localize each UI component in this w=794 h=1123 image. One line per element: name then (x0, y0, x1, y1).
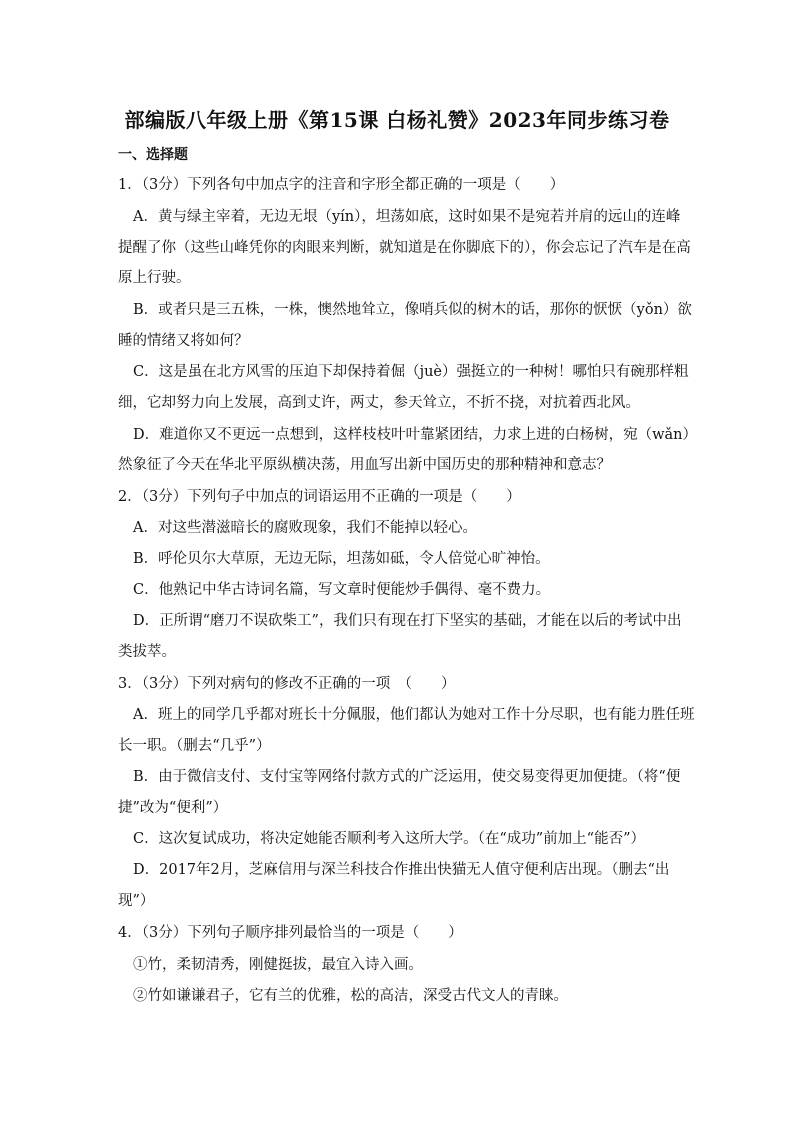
question-1-option-a: A．黄与绿主宰着，无边无垠（yín），坦荡如底，这时如果不是宛若并肩的远山的连峰 (133, 209, 681, 225)
section-heading: 一、选择题 (118, 147, 188, 163)
question-2-option-c: C．他熟记中华古诗词名篇，写文章时便能炒手偶得、毫不费力。 (133, 582, 551, 598)
question-1-option-d: D．难道你又不更远一点想到，这样枝枝叶叶靠紧团结，力求上进的白杨树，宛（wǎn） (133, 427, 698, 443)
question-1-option-b: B．或者只是三五株，一株，懊然地耸立，像哨兵似的树木的话，那你的恹恹（yǒn）欲 (133, 302, 692, 318)
question-2-option-a: A．对这些潜滋暗长的腐败现象，我们不能掉以轻心。 (133, 520, 477, 536)
question-3-option-d-cont: 现”） (118, 893, 155, 909)
question-4-stem: 4．（3分）下列句子顺序排列最恰当的一项是（ ） (118, 925, 463, 941)
question-3-option-b-cont: 捷”改为“便利”） (118, 800, 228, 816)
question-2-option-d: D．正所谓“磨刀不误砍柴工”，我们只有现在打下坚实的基础，才能在以后的考试中出 (133, 613, 682, 629)
question-3-option-d: D．2017年2月，芝麻信用与深兰科技合作推出快猫无人值守便利店出现。（删去“出 (133, 862, 670, 878)
question-1-option-a-cont: 原上行驶。 (118, 270, 191, 286)
question-1-option-c: C．这是虽在北方风雪的压迫下却保持着倔（juè）强挺立的一种树！哪怕只有碗那样粗 (133, 364, 689, 380)
question-3-option-a: A．班上的同学几乎都对班长十分佩服，他们都认为她对工作十分尽职，也有能力胜任班 (133, 707, 695, 723)
question-4-sentence-2: ②竹如谦谦君子，它有兰的优雅，松的高洁，深受古代文人的青睐。 (133, 988, 568, 1004)
question-3-option-c: C．这次复试成功，将决定她能否顺利考入这所大学。（在“成功”前加上“能否”） (133, 831, 645, 847)
question-3-option-a-cont: 长一职。（删去“几乎”） (118, 738, 271, 754)
question-2-stem: 2．（3分）下列句子中加点的词语运用不正确的一项是（ ） (118, 489, 521, 505)
question-1-stem: 1．（3分）下列各句中加点字的注音和字形全都正确的一项是（ ） (118, 177, 565, 193)
document-title: 部编版八年级上册《第15课 白杨礼赞》2023年同步练习卷 (124, 108, 670, 132)
question-2-option-b: B．呼伦贝尔大草原，无边无际，坦荡如砥，令人倍觉心旷神怡。 (133, 551, 550, 567)
question-4-sentence-1: ①竹，柔韧清秀，刚健挺拔，最宜入诗入画。 (133, 957, 423, 973)
question-3-option-b: B．由于微信支付、支付宝等网络付款方式的广泛运用，使交易变得更加便捷。（将“便 (133, 769, 681, 785)
question-1-option-a-cont: 提醒了你（这些山峰凭你的肉眼来判断，就知道是在你脚底下的），你会忘记了汽车是在高 (118, 240, 691, 256)
question-1-option-c-cont: 细，它却努力向上发展，高到丈许，两丈，参天耸立，不折不挠，对抗着西北风。 (118, 395, 640, 411)
question-1-option-b-cont: 睡的情绪又将如何？ (118, 333, 249, 349)
question-1-option-d-cont: 然象征了今天在华北平原纵横决荡，用血写出新中国历史的那种精神和意志？ (118, 457, 611, 473)
question-2-option-d-cont: 类拔萃。 (118, 644, 176, 660)
question-3-stem: 3．（3分）下列对病句的修改不正确的一项 （ ） (118, 676, 456, 692)
